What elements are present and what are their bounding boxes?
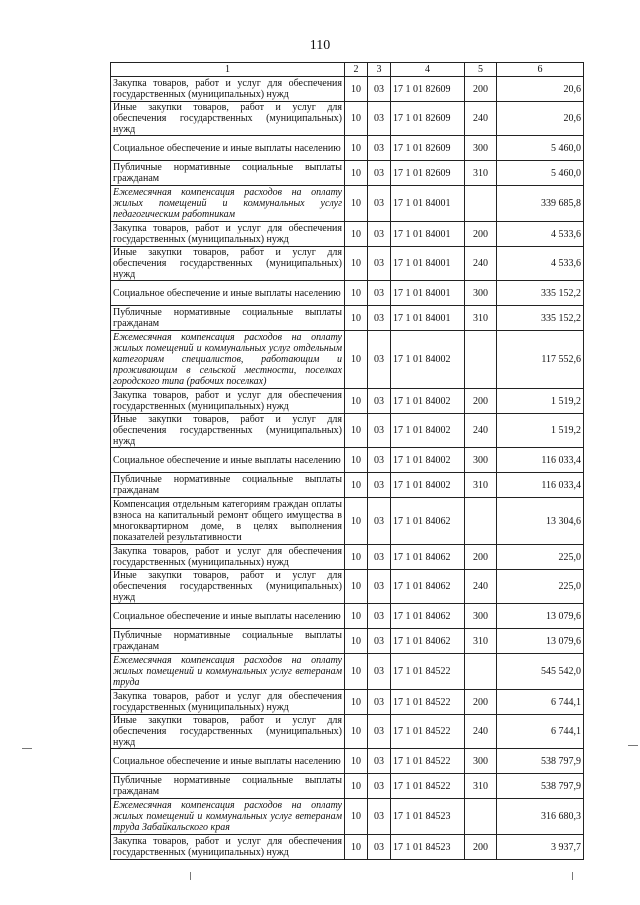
row-target-article-cell: 17 1 01 84522 xyxy=(391,654,465,690)
row-target-article-cell: 17 1 01 84062 xyxy=(391,498,465,545)
row-target-article-cell: 17 1 01 84522 xyxy=(391,749,465,774)
column-header: 2 xyxy=(345,63,368,77)
row-name-cell: Закупка товаров, работ и услуг для обеспечения государственных (муниципальных) нужд xyxy=(111,222,345,247)
row-expense-type-cell: 300 xyxy=(465,136,497,161)
scan-mark xyxy=(22,748,32,749)
row-expense-type-cell: 200 xyxy=(465,222,497,247)
row-name-cell: Публичные нормативные социальные выплаты гражданам xyxy=(111,629,345,654)
row-name-cell: Иные закупки товаров, работ и услуг для обеспечения государственных (муниципальных) нужд xyxy=(111,715,345,749)
row-name-cell: Ежемесячная компенсация расходов на оплату жилых помещений и коммунальных услуг ветеранам труда Забайкальского края xyxy=(111,799,345,835)
row-expense-type-cell: 200 xyxy=(465,545,497,570)
table-row xyxy=(111,570,584,604)
row-subsection-cell: 03 xyxy=(368,749,391,774)
table-row xyxy=(111,690,584,715)
row-amount-cell: 538 797,9 xyxy=(497,774,584,799)
row-section-cell: 10 xyxy=(345,77,368,102)
row-name-cell: Ежемесячная компенсация расходов на оплату жилых помещений и коммунальных услуг ветеранам труда xyxy=(111,654,345,690)
row-target-article-cell: 17 1 01 84523 xyxy=(391,835,465,860)
row-expense-type-cell: 300 xyxy=(465,281,497,306)
row-amount-cell: 339 685,8 xyxy=(497,186,584,222)
scan-mark xyxy=(190,872,191,880)
row-target-article-cell: 17 1 01 84062 xyxy=(391,629,465,654)
row-expense-type-cell: 240 xyxy=(465,570,497,604)
row-expense-type-cell: 200 xyxy=(465,835,497,860)
row-expense-type-cell: 200 xyxy=(465,389,497,414)
table-row xyxy=(111,654,584,690)
row-subsection-cell: 03 xyxy=(368,186,391,222)
row-expense-type-cell: 240 xyxy=(465,414,497,448)
row-target-article-cell: 17 1 01 84001 xyxy=(391,186,465,222)
row-amount-cell: 335 152,2 xyxy=(497,306,584,331)
row-subsection-cell: 03 xyxy=(368,102,391,136)
row-name-cell: Закупка товаров, работ и услуг для обеспечения государственных (муниципальных) нужд xyxy=(111,77,345,102)
row-subsection-cell: 03 xyxy=(368,136,391,161)
row-target-article-cell: 17 1 01 84002 xyxy=(391,448,465,473)
row-target-article-cell: 17 1 01 84522 xyxy=(391,690,465,715)
row-section-cell: 10 xyxy=(345,306,368,331)
table-row xyxy=(111,629,584,654)
row-subsection-cell: 03 xyxy=(368,473,391,498)
row-amount-cell: 13 079,6 xyxy=(497,629,584,654)
table-row xyxy=(111,136,584,161)
table-row xyxy=(111,77,584,102)
row-subsection-cell: 03 xyxy=(368,414,391,448)
row-subsection-cell: 03 xyxy=(368,774,391,799)
row-name-cell: Публичные нормативные социальные выплаты гражданам xyxy=(111,473,345,498)
table-row xyxy=(111,389,584,414)
table-row xyxy=(111,774,584,799)
table-row xyxy=(111,331,584,389)
row-target-article-cell: 17 1 01 82609 xyxy=(391,136,465,161)
row-expense-type-cell xyxy=(465,799,497,835)
table-row xyxy=(111,448,584,473)
row-amount-cell: 20,6 xyxy=(497,102,584,136)
row-amount-cell: 6 744,1 xyxy=(497,715,584,749)
table-row xyxy=(111,715,584,749)
row-expense-type-cell: 310 xyxy=(465,473,497,498)
row-section-cell: 10 xyxy=(345,186,368,222)
row-section-cell: 10 xyxy=(345,570,368,604)
row-target-article-cell: 17 1 01 84062 xyxy=(391,545,465,570)
row-amount-cell: 20,6 xyxy=(497,77,584,102)
row-name-cell: Социальное обеспечение и иные выплаты населению xyxy=(111,281,345,306)
table-row xyxy=(111,281,584,306)
table-row xyxy=(111,161,584,186)
table-row xyxy=(111,414,584,448)
scan-mark xyxy=(572,872,573,880)
row-expense-type-cell xyxy=(465,331,497,389)
row-section-cell: 10 xyxy=(345,774,368,799)
row-name-cell: Закупка товаров, работ и услуг для обеспечения государственных (муниципальных) нужд xyxy=(111,835,345,860)
table-row xyxy=(111,306,584,331)
row-target-article-cell: 17 1 01 84002 xyxy=(391,389,465,414)
row-target-article-cell: 17 1 01 84001 xyxy=(391,306,465,331)
row-subsection-cell: 03 xyxy=(368,545,391,570)
table-row xyxy=(111,222,584,247)
row-target-article-cell: 17 1 01 84522 xyxy=(391,774,465,799)
table-row xyxy=(111,102,584,136)
row-expense-type-cell: 200 xyxy=(465,690,497,715)
row-expense-type-cell: 240 xyxy=(465,102,497,136)
row-section-cell: 10 xyxy=(345,654,368,690)
table-row xyxy=(111,473,584,498)
row-section-cell: 10 xyxy=(345,473,368,498)
row-amount-cell: 538 797,9 xyxy=(497,749,584,774)
row-subsection-cell: 03 xyxy=(368,835,391,860)
row-amount-cell: 316 680,3 xyxy=(497,799,584,835)
row-amount-cell: 1 519,2 xyxy=(497,389,584,414)
row-section-cell: 10 xyxy=(345,749,368,774)
row-expense-type-cell xyxy=(465,654,497,690)
row-expense-type-cell: 310 xyxy=(465,774,497,799)
row-expense-type-cell: 300 xyxy=(465,749,497,774)
row-name-cell: Закупка товаров, работ и услуг для обеспечения государственных (муниципальных) нужд xyxy=(111,389,345,414)
table-row xyxy=(111,186,584,222)
row-target-article-cell: 17 1 01 84001 xyxy=(391,222,465,247)
budget-table xyxy=(110,62,584,860)
row-subsection-cell: 03 xyxy=(368,570,391,604)
row-subsection-cell: 03 xyxy=(368,389,391,414)
row-section-cell: 10 xyxy=(345,835,368,860)
row-name-cell: Ежемесячная компенсация расходов на оплату жилых помещений и коммунальных услуг педагогическим работникам xyxy=(111,186,345,222)
row-subsection-cell: 03 xyxy=(368,498,391,545)
row-expense-type-cell: 300 xyxy=(465,604,497,629)
row-target-article-cell: 17 1 01 82609 xyxy=(391,102,465,136)
row-section-cell: 10 xyxy=(345,331,368,389)
table-header-row xyxy=(111,63,584,77)
row-amount-cell: 5 460,0 xyxy=(497,161,584,186)
table-row xyxy=(111,835,584,860)
table-row xyxy=(111,604,584,629)
row-name-cell: Иные закупки товаров, работ и услуг для обеспечения государственных (муниципальных) нужд xyxy=(111,570,345,604)
row-amount-cell: 116 033,4 xyxy=(497,473,584,498)
row-subsection-cell: 03 xyxy=(368,654,391,690)
row-target-article-cell: 17 1 01 84001 xyxy=(391,247,465,281)
row-expense-type-cell: 200 xyxy=(465,77,497,102)
column-header: 1 xyxy=(111,63,345,77)
row-target-article-cell: 17 1 01 82609 xyxy=(391,161,465,186)
table-row xyxy=(111,498,584,545)
table-row xyxy=(111,247,584,281)
row-name-cell: Публичные нормативные социальные выплаты гражданам xyxy=(111,161,345,186)
row-section-cell: 10 xyxy=(345,389,368,414)
row-expense-type-cell: 310 xyxy=(465,629,497,654)
row-subsection-cell: 03 xyxy=(368,77,391,102)
table-body xyxy=(111,77,584,860)
row-subsection-cell: 03 xyxy=(368,331,391,389)
row-section-cell: 10 xyxy=(345,690,368,715)
row-section-cell: 10 xyxy=(345,247,368,281)
row-amount-cell: 4 533,6 xyxy=(497,247,584,281)
row-target-article-cell: 17 1 01 84062 xyxy=(391,604,465,629)
row-name-cell: Публичные нормативные социальные выплаты гражданам xyxy=(111,306,345,331)
row-subsection-cell: 03 xyxy=(368,629,391,654)
row-amount-cell: 225,0 xyxy=(497,545,584,570)
row-section-cell: 10 xyxy=(345,161,368,186)
row-name-cell: Социальное обеспечение и иные выплаты населению xyxy=(111,448,345,473)
row-subsection-cell: 03 xyxy=(368,604,391,629)
row-section-cell: 10 xyxy=(345,799,368,835)
scan-mark xyxy=(628,745,638,746)
row-target-article-cell: 17 1 01 84062 xyxy=(391,570,465,604)
row-amount-cell: 13 079,6 xyxy=(497,604,584,629)
row-amount-cell: 3 937,7 xyxy=(497,835,584,860)
row-name-cell: Иные закупки товаров, работ и услуг для обеспечения государственных (муниципальных) нужд xyxy=(111,414,345,448)
row-section-cell: 10 xyxy=(345,136,368,161)
table-row xyxy=(111,749,584,774)
row-subsection-cell: 03 xyxy=(368,222,391,247)
row-subsection-cell: 03 xyxy=(368,690,391,715)
row-amount-cell: 117 552,6 xyxy=(497,331,584,389)
row-name-cell: Социальное обеспечение и иные выплаты населению xyxy=(111,136,345,161)
row-section-cell: 10 xyxy=(345,281,368,306)
row-amount-cell: 6 744,1 xyxy=(497,690,584,715)
row-amount-cell: 225,0 xyxy=(497,570,584,604)
row-section-cell: 10 xyxy=(345,545,368,570)
table-row xyxy=(111,545,584,570)
row-section-cell: 10 xyxy=(345,222,368,247)
row-name-cell: Ежемесячная компенсация расходов на оплату жилых помещений и коммунальных услуг отдельным категориям специалистов, работающим и проживающим в сельской местности, поселках городского типа (рабочих поселках) xyxy=(111,331,345,389)
column-header: 3 xyxy=(368,63,391,77)
row-name-cell: Иные закупки товаров, работ и услуг для обеспечения государственных (муниципальных) нужд xyxy=(111,247,345,281)
row-subsection-cell: 03 xyxy=(368,799,391,835)
row-expense-type-cell: 240 xyxy=(465,715,497,749)
row-amount-cell: 545 542,0 xyxy=(497,654,584,690)
row-amount-cell: 335 152,2 xyxy=(497,281,584,306)
row-name-cell: Иные закупки товаров, работ и услуг для обеспечения государственных (муниципальных) нужд xyxy=(111,102,345,136)
row-subsection-cell: 03 xyxy=(368,448,391,473)
row-amount-cell: 13 304,6 xyxy=(497,498,584,545)
row-target-article-cell: 17 1 01 84002 xyxy=(391,331,465,389)
row-amount-cell: 4 533,6 xyxy=(497,222,584,247)
row-target-article-cell: 17 1 01 84001 xyxy=(391,281,465,306)
row-expense-type-cell: 300 xyxy=(465,448,497,473)
row-section-cell: 10 xyxy=(345,102,368,136)
row-expense-type-cell xyxy=(465,498,497,545)
row-section-cell: 10 xyxy=(345,414,368,448)
row-section-cell: 10 xyxy=(345,629,368,654)
row-name-cell: Социальное обеспечение и иные выплаты населению xyxy=(111,604,345,629)
row-target-article-cell: 17 1 01 82609 xyxy=(391,77,465,102)
table-row xyxy=(111,799,584,835)
row-name-cell: Закупка товаров, работ и услуг для обеспечения государственных (муниципальных) нужд xyxy=(111,545,345,570)
row-target-article-cell: 17 1 01 84523 xyxy=(391,799,465,835)
row-name-cell: Компенсация отдельным категориям граждан оплаты взноса на капитальный ремонт общего имущества в многоквартирном доме, в целях выполнения показателей результативности xyxy=(111,498,345,545)
row-expense-type-cell: 310 xyxy=(465,306,497,331)
column-header: 5 xyxy=(465,63,497,77)
row-expense-type-cell xyxy=(465,186,497,222)
row-section-cell: 10 xyxy=(345,715,368,749)
row-section-cell: 10 xyxy=(345,604,368,629)
row-subsection-cell: 03 xyxy=(368,715,391,749)
row-target-article-cell: 17 1 01 84002 xyxy=(391,414,465,448)
row-subsection-cell: 03 xyxy=(368,161,391,186)
row-amount-cell: 116 033,4 xyxy=(497,448,584,473)
row-expense-type-cell: 240 xyxy=(465,247,497,281)
row-amount-cell: 5 460,0 xyxy=(497,136,584,161)
row-subsection-cell: 03 xyxy=(368,281,391,306)
page-number: 110 xyxy=(309,38,331,53)
row-section-cell: 10 xyxy=(345,498,368,545)
row-section-cell: 10 xyxy=(345,448,368,473)
row-name-cell: Закупка товаров, работ и услуг для обеспечения государственных (муниципальных) нужд xyxy=(111,690,345,715)
row-amount-cell: 1 519,2 xyxy=(497,414,584,448)
row-expense-type-cell: 310 xyxy=(465,161,497,186)
row-target-article-cell: 17 1 01 84522 xyxy=(391,715,465,749)
row-subsection-cell: 03 xyxy=(368,247,391,281)
row-target-article-cell: 17 1 01 84002 xyxy=(391,473,465,498)
row-name-cell: Публичные нормативные социальные выплаты гражданам xyxy=(111,774,345,799)
row-name-cell: Социальное обеспечение и иные выплаты населению xyxy=(111,749,345,774)
column-header: 6 xyxy=(497,63,584,77)
row-subsection-cell: 03 xyxy=(368,306,391,331)
column-header: 4 xyxy=(391,63,465,77)
